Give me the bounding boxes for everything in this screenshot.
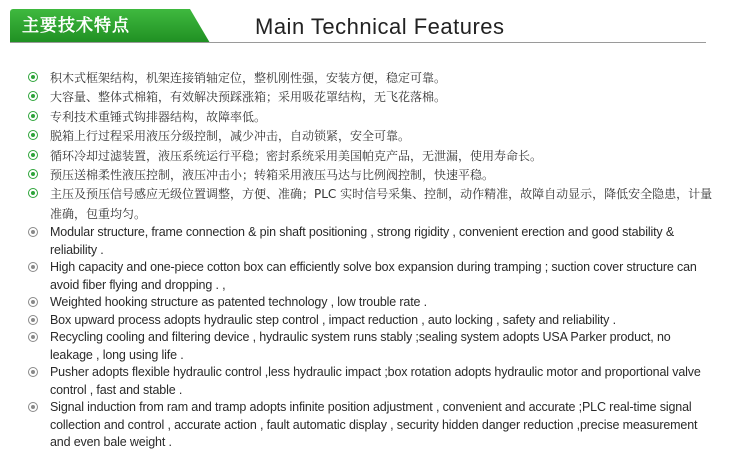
feature-cn-text: 专利技术重锤式钩排器结构，故障率低。 bbox=[50, 109, 267, 124]
feature-cn-item bbox=[28, 147, 716, 166]
bullet-icon bbox=[28, 315, 38, 325]
bullet-icon bbox=[28, 130, 38, 140]
feature-en-item bbox=[28, 224, 716, 259]
feature-cn-text: 循环冷却过滤装置，液压系统运行平稳；密封系统采用美国帕克产品，无泄漏，使用寿命长。 bbox=[50, 148, 543, 163]
feature-en-text: Box upward process adopts hydraulic step control , impact reduction , auto locking , safety and reliability . bbox=[50, 312, 616, 327]
header-divider bbox=[10, 42, 706, 43]
chinese-title: 主要技术特点 bbox=[22, 16, 130, 36]
features-content bbox=[28, 69, 716, 452]
feature-en-item bbox=[28, 329, 716, 364]
feature-cn-item bbox=[28, 127, 716, 146]
feature-en-item bbox=[28, 399, 716, 452]
bullet-icon bbox=[28, 367, 38, 377]
feature-en-item bbox=[28, 312, 716, 330]
bullet-icon bbox=[28, 332, 38, 342]
feature-en-item bbox=[28, 259, 716, 294]
feature-cn-item bbox=[28, 88, 716, 107]
bullet-icon bbox=[28, 297, 38, 307]
bullet-icon bbox=[28, 150, 38, 160]
bullet-icon bbox=[28, 72, 38, 82]
bullet-icon bbox=[28, 169, 38, 179]
bullet-icon bbox=[28, 91, 38, 101]
feature-cn-text: 预压送棉柔性液压控制，液压冲击小；转箱采用液压马达与比例阀控制，快速平稳。 bbox=[50, 168, 495, 183]
feature-en-item bbox=[28, 364, 716, 399]
feature-en-item bbox=[28, 294, 716, 312]
feature-en-text: High capacity and one-piece cotton box can efficiently solve box expansion during tramping ; suction cover structure can avoid fiber flying and dropping . , bbox=[50, 260, 697, 292]
feature-cn-text: 大容量、整体式棉箱，有效解决预踩涨箱；采用吸花罩结构，无飞花落棉。 bbox=[50, 90, 447, 105]
bullet-icon bbox=[28, 111, 38, 121]
feature-en-text: Weighted hooking structure as patented technology , low trouble rate . bbox=[50, 295, 428, 310]
feature-cn-item bbox=[28, 69, 716, 88]
english-title: Main Technical Features bbox=[255, 14, 505, 39]
feature-en-text: Modular structure, frame connection & pin shaft positioning , strong rigidity , convenient erection and good stability & reliability . bbox=[50, 225, 675, 257]
feature-cn-item bbox=[28, 166, 716, 185]
feature-cn-text: 主压及预压信号感应无级位置调整，方便、准确；PLC 实时信号采集、控制，动作精准，故障自动显示，降低安全隐患，计量准确，包重均匀。 bbox=[50, 187, 713, 221]
bullet-icon bbox=[28, 188, 38, 198]
feature-cn-item bbox=[28, 185, 716, 224]
feature-en-text: Signal induction from ram and tramp adopts infinite position adjustment , convenient and accurate ;PLC real-time signal collection and control , accurate action , fault automatic display , security hidden danger reduction ,precise measurement and even bale weight . bbox=[50, 400, 698, 450]
feature-en-text: Recycling cooling and filtering device , hydraulic system runs stably ;sealing system adopts USA Parker product, no leakage , long using life . bbox=[50, 330, 671, 362]
bullet-icon bbox=[28, 227, 38, 237]
page-header bbox=[0, 0, 750, 52]
bullet-icon bbox=[28, 402, 38, 412]
feature-cn-text: 积木式框架结构，机架连接销轴定位，整机刚性强，安装方便，稳定可靠。 bbox=[50, 71, 447, 85]
feature-cn-item bbox=[28, 108, 716, 127]
feature-cn-text: 脱箱上行过程采用液压分级控制，减少冲击，自动锁紧，安全可靠。 bbox=[50, 129, 411, 144]
bullet-icon bbox=[28, 262, 38, 272]
feature-en-text: Pusher adopts flexible hydraulic control ,less hydraulic impact ;box rotation adopts hydraulic motor and proportional valve control , fast and stable . bbox=[50, 365, 701, 397]
